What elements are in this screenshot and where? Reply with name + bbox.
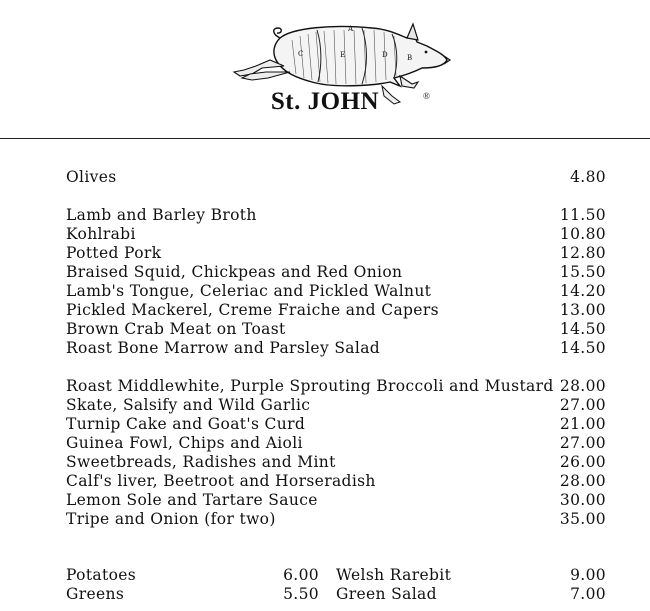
- header-divider: [0, 138, 650, 139]
- dish-price: 12.80: [559, 244, 606, 262]
- dish-price: 26.00: [559, 453, 606, 471]
- dish-price: 4.80: [570, 168, 606, 186]
- menu-row: [66, 566, 319, 585]
- restaurant-name: [0, 88, 650, 116]
- dish-name: Calf's liver, Beetroot and Horseradish: [66, 472, 376, 490]
- menu-row: [66, 491, 606, 510]
- dish-price: 27.00: [559, 396, 606, 414]
- dish-price: 10.80: [559, 225, 606, 243]
- dish-name: Turnip Cake and Goat's Curd: [66, 415, 306, 433]
- menu-list: [66, 168, 606, 604]
- dish-price: 11.50: [559, 206, 606, 224]
- svg-text:A: A: [348, 25, 354, 33]
- dish-price: 28.00: [559, 377, 606, 395]
- dish-price: 5.50: [283, 585, 319, 603]
- menu-row: [66, 225, 606, 244]
- menu-header: [0, 0, 650, 140]
- dish-price: 35.00: [559, 510, 606, 528]
- dish-price: 13.00: [559, 301, 606, 319]
- menu-row: [66, 206, 606, 225]
- dish-name: Lamb's Tongue, Celeriac and Pickled Walnut: [66, 282, 432, 300]
- dish-name: Roast Middlewhite, Purple Sprouting Broccoli and Mustard: [66, 377, 554, 395]
- starters-section: [66, 206, 606, 358]
- sides-left-column: [66, 566, 319, 604]
- menu-row: [66, 453, 606, 472]
- menu-row: [66, 301, 606, 320]
- dish-name: Brown Crab Meat on Toast: [66, 320, 286, 338]
- dish-price: 9.00: [570, 566, 606, 584]
- dish-name: Lamb and Barley Broth: [66, 206, 257, 224]
- menu-row: [66, 434, 606, 453]
- svg-text:B: B: [407, 54, 413, 62]
- registered-mark: ®: [423, 91, 431, 101]
- dish-name: Kohlrabi: [66, 225, 136, 243]
- dish-name: Tripe and Onion (for two): [66, 510, 276, 528]
- dish-name: Potatoes: [66, 566, 137, 584]
- dish-name: Olives: [66, 168, 117, 186]
- menu-row: [66, 585, 319, 604]
- restaurant-name-text: St. JOHN: [270, 88, 380, 115]
- dish-price: 15.50: [559, 263, 606, 281]
- menu-row: [336, 566, 606, 585]
- dish-name: Pickled Mackerel, Creme Fraiche and Capers: [66, 301, 439, 319]
- dish-name: Green Salad: [336, 585, 437, 603]
- dish-name: Welsh Rarebit: [336, 566, 452, 584]
- dish-price: 14.50: [559, 320, 606, 338]
- menu-row: [66, 415, 606, 434]
- dish-price: 14.50: [559, 339, 606, 357]
- menu-row: [66, 472, 606, 491]
- dish-price: 14.20: [559, 282, 606, 300]
- nibbles-section: [66, 168, 606, 187]
- menu-row: [66, 320, 606, 339]
- dish-name: Sweetbreads, Radishes and Mint: [66, 453, 336, 471]
- dish-name: Potted Pork: [66, 244, 162, 262]
- dish-price: 6.00: [283, 566, 319, 584]
- menu-row: [66, 339, 606, 358]
- sides-section: [66, 566, 606, 604]
- sides-right-column: [336, 566, 606, 604]
- svg-text:C: C: [298, 50, 304, 58]
- menu-row: [66, 396, 606, 415]
- menu-row: [66, 282, 606, 301]
- menu-row: [66, 377, 606, 396]
- dish-name: Roast Bone Marrow and Parsley Salad: [66, 339, 381, 357]
- dish-name: Skate, Salsify and Wild Garlic: [66, 396, 311, 414]
- dish-name: Greens: [66, 585, 125, 603]
- dish-price: 28.00: [559, 472, 606, 490]
- dish-price: 30.00: [559, 491, 606, 509]
- dish-price: 27.00: [559, 434, 606, 452]
- dish-name: Lemon Sole and Tartare Sauce: [66, 491, 318, 509]
- menu-row: [66, 263, 606, 282]
- menu-row: [66, 510, 606, 529]
- dish-name: Guinea Fowl, Chips and Aioli: [66, 434, 303, 452]
- svg-text:E: E: [340, 51, 346, 59]
- svg-text:D: D: [382, 51, 388, 59]
- dish-name: Braised Squid, Chickpeas and Red Onion: [66, 263, 403, 281]
- menu-row: [66, 244, 606, 263]
- dish-price: 7.00: [570, 585, 606, 603]
- mains-section: [66, 377, 606, 529]
- menu-row: [66, 168, 606, 187]
- menu-row: [336, 585, 606, 604]
- dish-price: 21.00: [559, 415, 606, 433]
